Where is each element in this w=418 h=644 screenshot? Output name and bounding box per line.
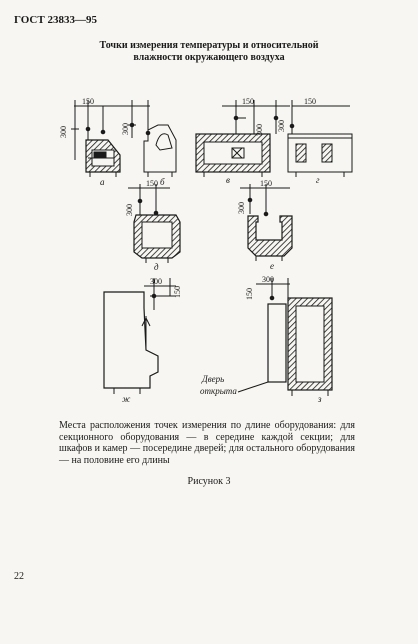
dim-label: 300: [237, 202, 246, 214]
figure-description: Места расположения точек измерения по длине оборудования: для секционного оборудования — в середине каждой секции; для шкафов и камер — посередине дверей; для остального оборудования — на половине его длины: [59, 420, 355, 466]
unit-b: [128, 100, 176, 177]
figure-caption: Рисунок 3: [187, 476, 231, 487]
dim-label: 300: [150, 277, 162, 286]
dim-label: 150: [146, 179, 158, 188]
dim-label: 150: [82, 97, 94, 106]
label-v: в: [226, 175, 230, 185]
unit-a: [71, 100, 150, 177]
label-zh: ж: [122, 394, 131, 404]
dim-label: 300: [262, 275, 274, 284]
door-label: Дверь: [202, 374, 225, 384]
dim-label: 300: [277, 120, 286, 132]
label-d: д: [154, 262, 159, 272]
label-e: е: [270, 261, 274, 271]
title-line-2: влажности окружающего воздуха: [133, 52, 285, 63]
dim-label: 150: [245, 288, 254, 300]
unit-zh: [104, 278, 176, 394]
dim-label: 150: [242, 97, 254, 106]
dim-label: 300: [125, 204, 134, 216]
title-line-1: Точки измерения температуры и относительной: [99, 40, 319, 51]
dim-label: 150: [304, 97, 316, 106]
label-z: з: [318, 394, 322, 404]
dim-label: 300: [59, 126, 68, 138]
dim-label: 150: [173, 286, 182, 298]
document-code: ГОСТ 23833—95: [14, 14, 97, 26]
unit-g: [274, 100, 352, 177]
label-b: б: [160, 177, 165, 187]
dim-label: 300: [255, 124, 264, 136]
page-number: 22: [14, 571, 24, 582]
label-g: г: [316, 175, 320, 185]
dim-label: 150: [260, 179, 272, 188]
label-a: а: [100, 177, 105, 187]
unit-d: [128, 184, 180, 263]
door-label-open: открыта: [200, 386, 237, 396]
unit-e: [240, 184, 292, 261]
dim-label: 300: [121, 123, 130, 135]
